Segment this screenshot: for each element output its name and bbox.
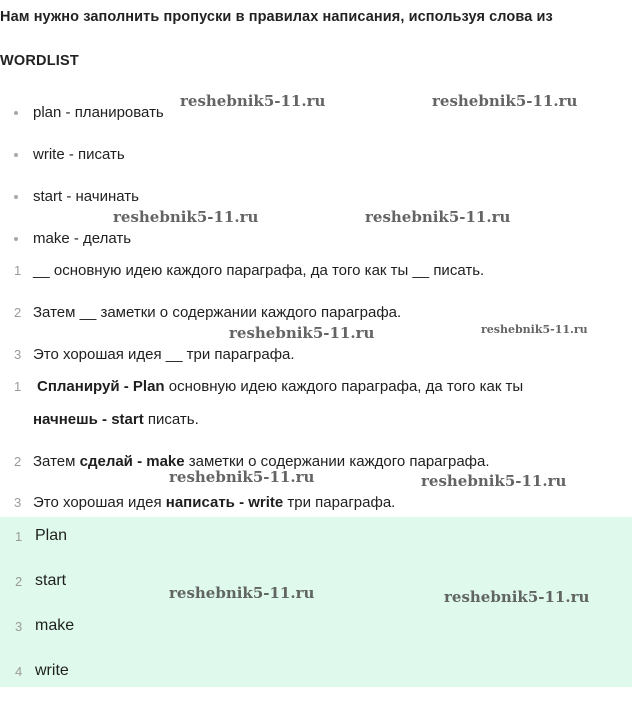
bullet-icon bbox=[14, 153, 18, 157]
answer-text: make bbox=[35, 617, 75, 634]
solution-text bbox=[37, 377, 523, 397]
bullet-icon bbox=[14, 195, 18, 199]
solution-text-part: заметки о содержании каждого параграфа. bbox=[184, 453, 490, 470]
wordlist-item-text: plan - планировать bbox=[33, 104, 164, 121]
watermark: reshebnik5-11.ru bbox=[444, 588, 590, 606]
wordlist-item-text: write - писать bbox=[33, 146, 125, 163]
solution-text bbox=[33, 410, 199, 430]
watermark: reshebnik5-11.ru bbox=[481, 323, 588, 336]
solution-text-part: три параграфа. bbox=[283, 494, 396, 511]
answer-text: Plan bbox=[35, 527, 68, 544]
solution-number: 2 bbox=[14, 454, 22, 469]
bullet-icon bbox=[14, 111, 18, 115]
task-text: Затем __ заметки о содержании каждого параграфа. bbox=[33, 304, 402, 321]
answer-number: 3 bbox=[15, 619, 23, 634]
watermark: reshebnik5-11.ru bbox=[113, 208, 259, 226]
answer-text: start bbox=[35, 572, 67, 589]
watermark: reshebnik5-11.ru bbox=[169, 468, 315, 486]
task-number: 3 bbox=[14, 347, 22, 362]
solution-text bbox=[33, 493, 395, 513]
solution-keyword: начнешь - start bbox=[33, 411, 144, 428]
solution-text-part: Затем bbox=[33, 453, 80, 470]
watermark: reshebnik5-11.ru bbox=[365, 208, 511, 226]
watermark: reshebnik5-11.ru bbox=[421, 472, 567, 490]
watermark: reshebnik5-11.ru bbox=[432, 92, 578, 110]
bullet-icon bbox=[14, 237, 18, 241]
task-text: Это хорошая идея __ три параграфа. bbox=[33, 346, 295, 363]
wordlist-item-text: start - начинать bbox=[33, 188, 139, 205]
answer-number: 2 bbox=[15, 574, 23, 589]
task-number: 2 bbox=[14, 305, 22, 320]
task-number: 1 bbox=[14, 263, 22, 278]
solution-text-part: писать. bbox=[143, 411, 199, 428]
solution-text-part: Это хорошая идея bbox=[33, 494, 166, 511]
solution-keyword: Спланируй - Plan bbox=[37, 378, 165, 395]
answer-number: 4 bbox=[15, 664, 23, 679]
task-text: __ основную идею каждого параграфа, да того как ты __ писать. bbox=[33, 262, 485, 279]
wordlist-title: WORDLIST bbox=[0, 53, 79, 69]
solution-number: 3 bbox=[14, 495, 22, 510]
wordlist-item-text: make - делать bbox=[33, 230, 132, 247]
solution-text-part: основную идею каждого параграфа, да того как ты bbox=[164, 378, 524, 395]
watermark: reshebnik5-11.ru bbox=[180, 92, 326, 110]
answer-text: write bbox=[35, 662, 69, 679]
answer-number: 1 bbox=[15, 529, 23, 544]
watermark: reshebnik5-11.ru bbox=[169, 584, 315, 602]
watermark: reshebnik5-11.ru bbox=[229, 324, 375, 342]
solution-keyword: написать - write bbox=[165, 494, 284, 511]
page-heading: Нам нужно заполнить пропуски в правилах написания, используя слова из bbox=[0, 9, 553, 25]
solution-number: 1 bbox=[14, 379, 22, 394]
solution-keyword: сделай - make bbox=[79, 453, 185, 470]
